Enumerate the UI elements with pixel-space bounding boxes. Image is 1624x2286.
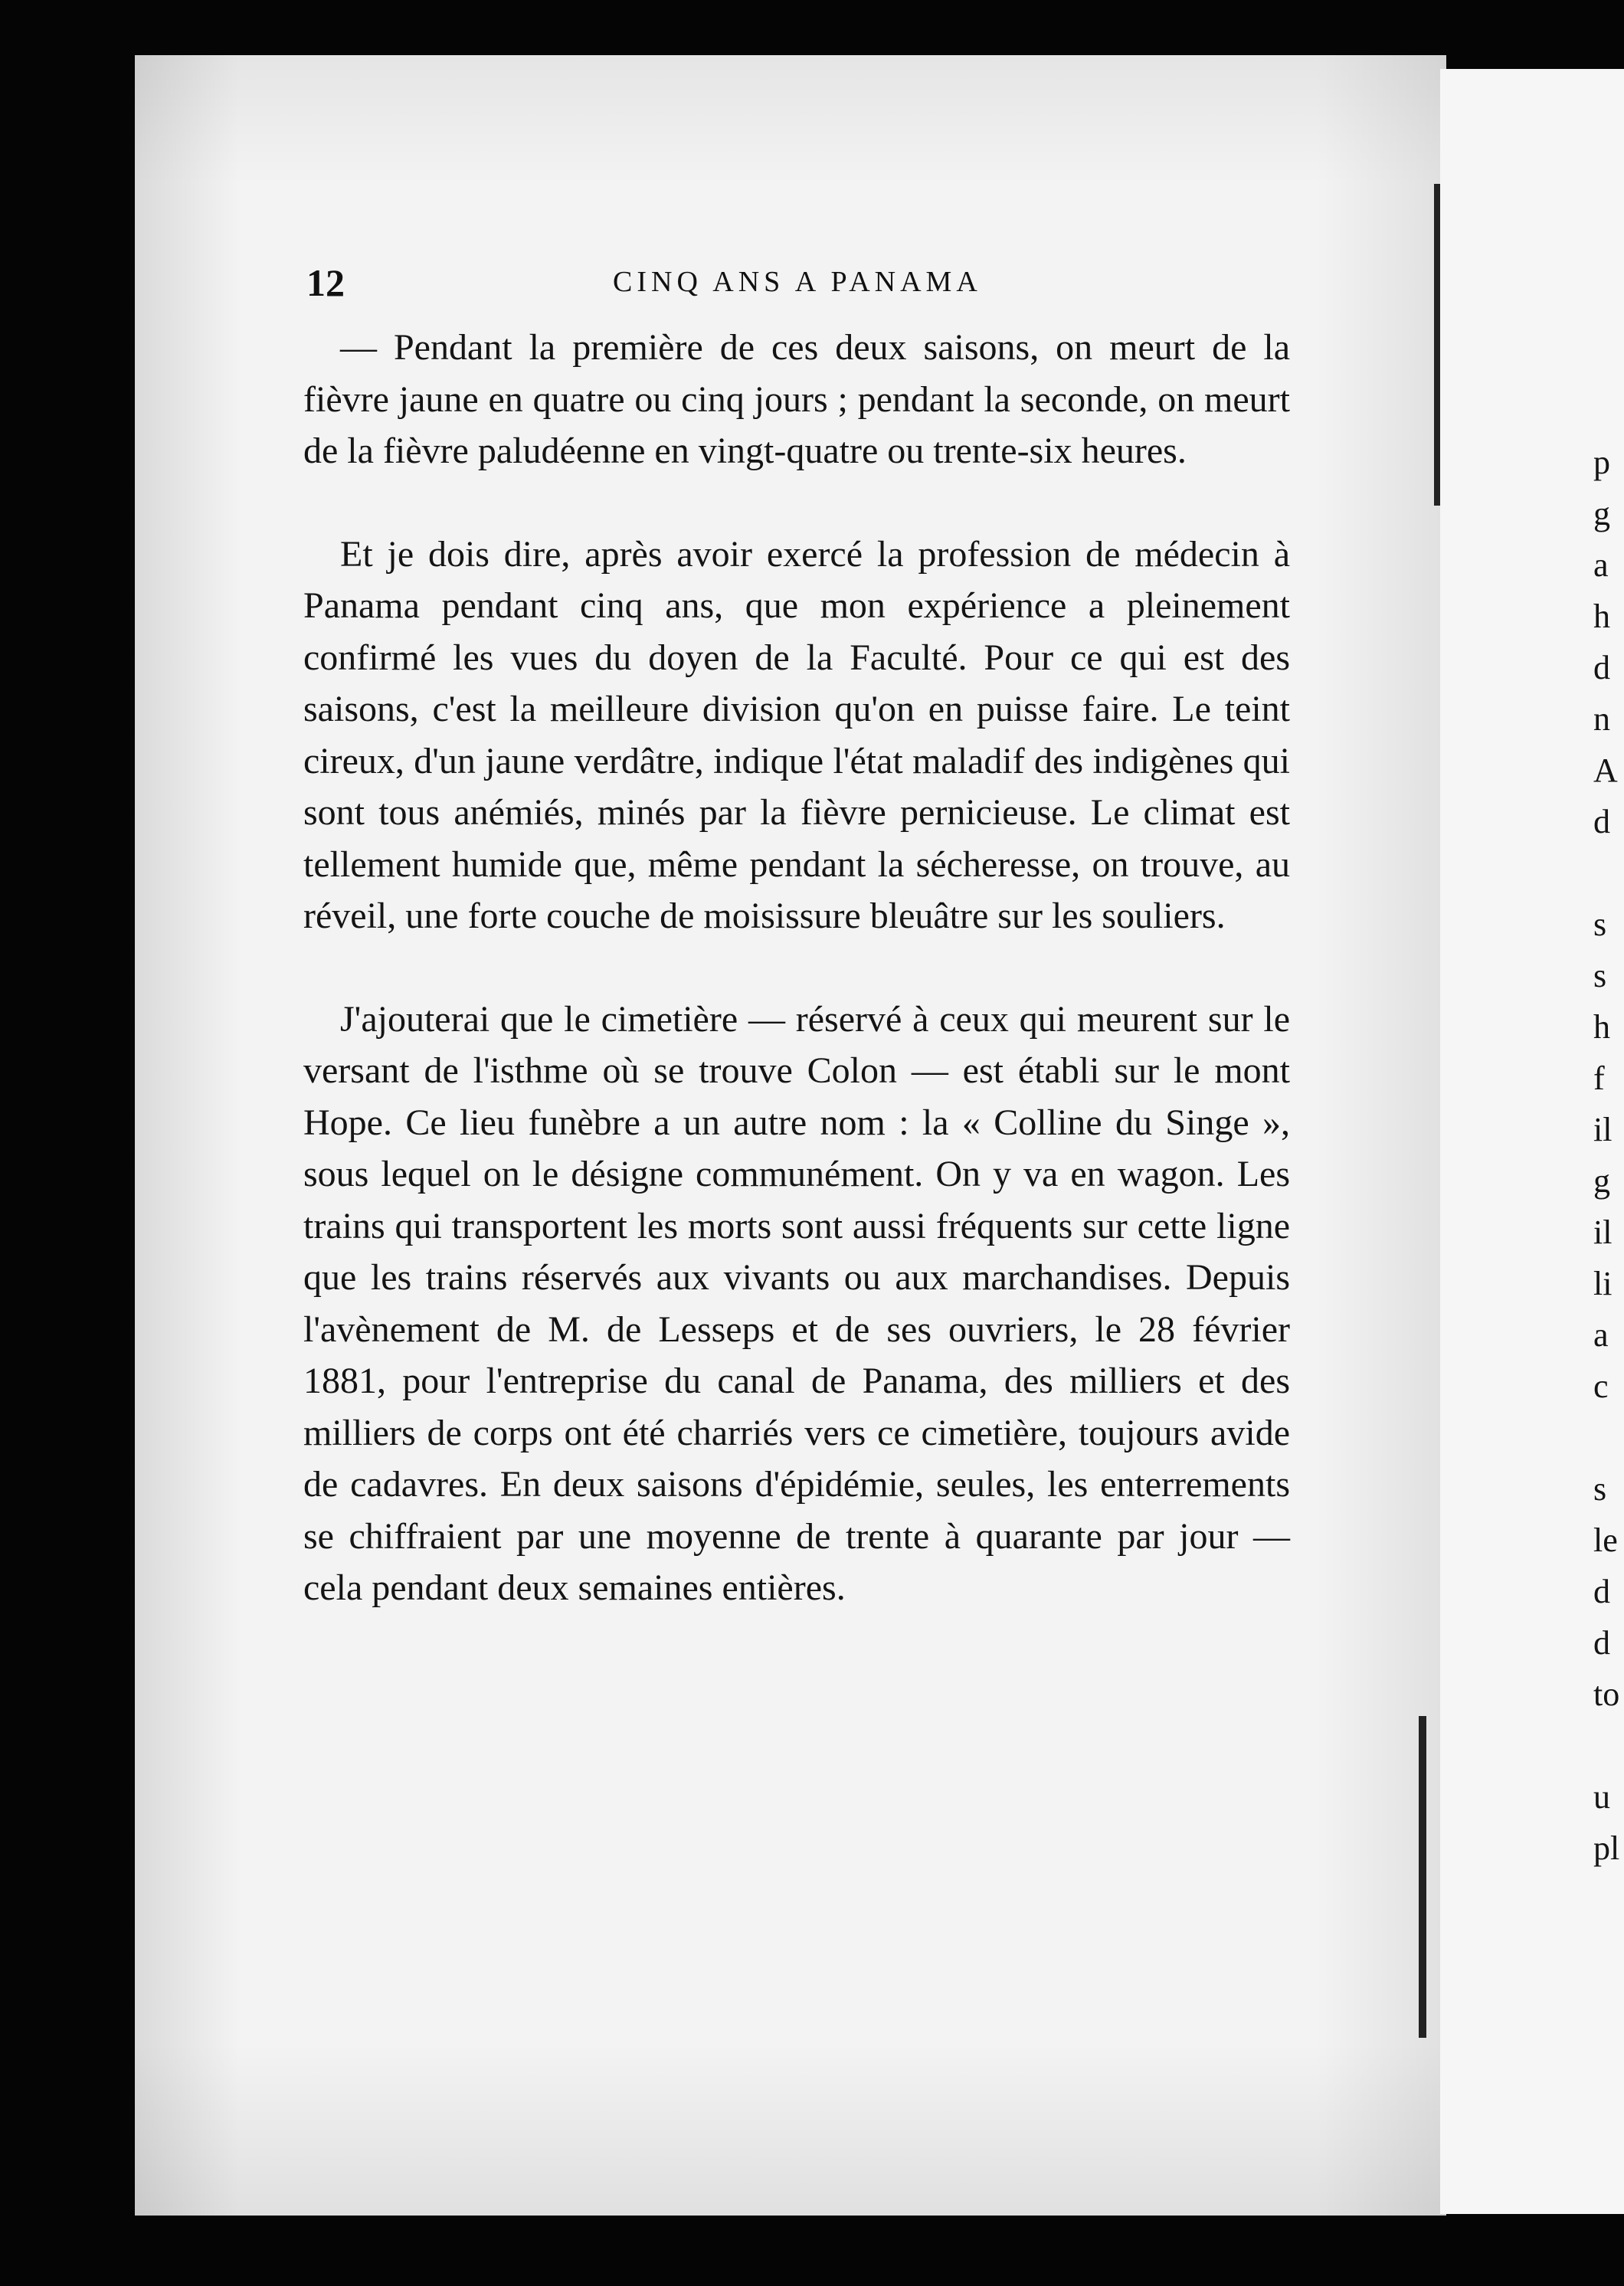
paragraph-gap: [303, 942, 1290, 994]
facing-fragment: u: [1593, 1778, 1610, 1816]
facing-fragment: f: [1593, 1059, 1605, 1097]
facing-page-text: [1593, 437, 1624, 1874]
facing-fragment: g: [1593, 495, 1610, 532]
facing-fragment: s: [1593, 1470, 1607, 1508]
running-head: [306, 260, 1287, 306]
facing-fragment: h: [1593, 598, 1610, 635]
facing-fragment: c: [1593, 1367, 1609, 1405]
facing-fragment: a: [1593, 546, 1609, 584]
page-number: 12: [306, 261, 345, 304]
facing-fragment: le: [1593, 1521, 1618, 1559]
running-title: CINQ ANS A PANAMA: [613, 266, 982, 298]
facing-fragment: li: [1593, 1265, 1613, 1302]
facing-fragment: d: [1593, 803, 1610, 840]
paragraph-gap: [303, 477, 1290, 529]
facing-fragment: s: [1593, 906, 1607, 943]
facing-fragment: h: [1593, 1008, 1610, 1046]
facing-fragment: A: [1593, 752, 1618, 789]
body-text: [303, 322, 1290, 1614]
facing-fragment: d: [1593, 1573, 1610, 1610]
facing-fragment: g: [1593, 1162, 1610, 1200]
paragraph: — Pendant la première de ces deux saisons, on meurt de la fièvre jaune en quatre ou cinq jours ; pendant la seconde, on meurt de la fièvre paludéenne en vingt-quatre ou trente-six heures.: [303, 327, 1290, 471]
gutter-shadow: [1434, 184, 1440, 506]
facing-fragment: n: [1593, 700, 1610, 738]
facing-fragment: a: [1593, 1316, 1609, 1354]
facing-fragment: d: [1593, 1624, 1610, 1662]
facing-fragment: to: [1593, 1675, 1620, 1713]
facing-fragment: d: [1593, 649, 1610, 686]
facing-fragment: p: [1593, 444, 1610, 481]
paragraph: Et je dois dire, après avoir exercé la profession de médecin à Panama pendant cinq ans, que mon expérience a pleinement confirmé les vues du doyen de la Faculté. Pour ce qui est des saisons, c'est la meilleure division qu'on en puisse faire. Le teint cireux, d'un jaune verdâtre, indique l'état maladif des indigènes qui sont tous anémiés, minés par la fièvre pernicieuse. Le climat est tellement humide que, même pendant la sécheresse, on trouve, au réveil, une forte couche de moisissure bleuâtre sur les souliers.: [303, 533, 1290, 936]
gutter-shadow: [1419, 1716, 1426, 2038]
paragraph: J'ajouterai que le cimetière — réservé à ceux qui meurent sur le versant de l'isthme où se trouve Colon — est établi sur le mont Hope. Ce lieu funèbre a un autre nom : la « Colline du Singe », sous lequel on le désigne communément. On y va en wagon. Les trains qui transportent les morts sont aussi fréquents sur cette ligne que les trains réservés aux vivants ou aux marchandises. Depuis l'avènement de M. de Lesseps et de ses ouvriers, le 28 février 1881, pour l'entreprise du canal de Panama, des milliers et des milliers de corps ont été charriés vers ce cimetière, toujours avide de cadavres. En deux saisons d'épidémie, seules, les enterrements se chiffraient par une moyenne de trente à quarante par jour — cela pendant deux semaines entières.: [303, 998, 1290, 1608]
facing-fragment: s: [1593, 957, 1607, 994]
facing-fragment: pl: [1593, 1829, 1620, 1867]
facing-fragment: il: [1593, 1213, 1613, 1251]
facing-fragment: il: [1593, 1111, 1613, 1148]
